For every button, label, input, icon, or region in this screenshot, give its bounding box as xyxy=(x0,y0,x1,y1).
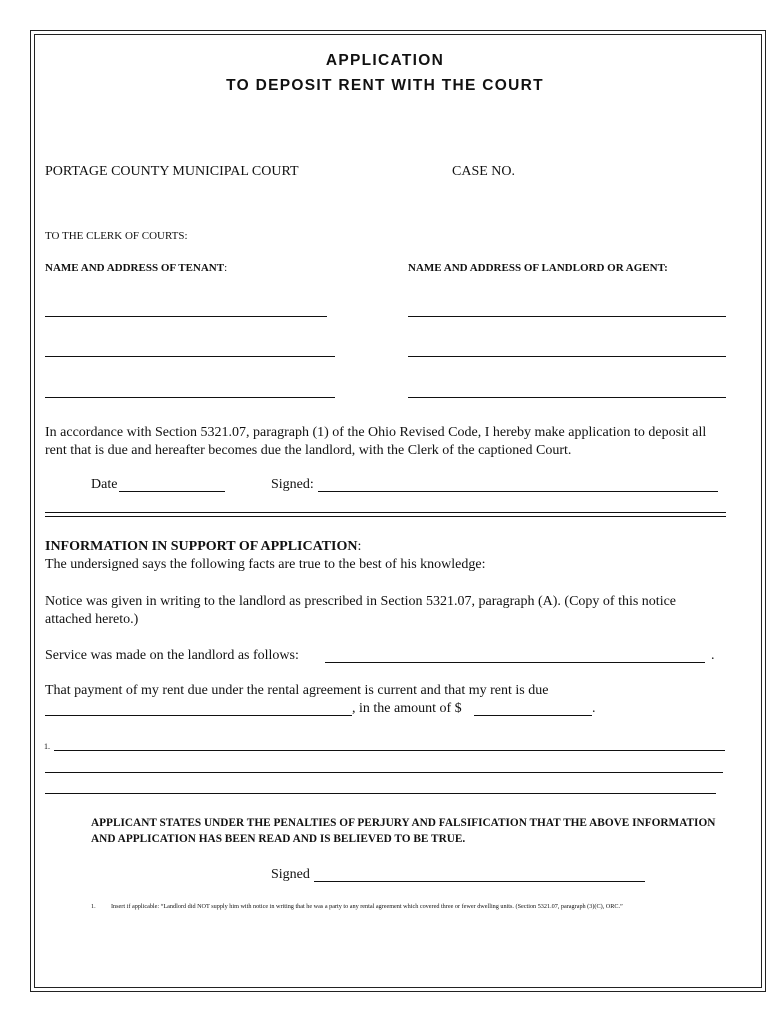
insert-line-2[interactable] xyxy=(45,772,723,773)
landlord-address-line-3[interactable] xyxy=(408,397,726,398)
case-no-label: CASE NO. xyxy=(452,164,516,179)
payment-line-1: That payment of my rent due under the rental agreement is current and that my rent is due xyxy=(45,683,549,698)
service-label: Service was made on the landlord as follows: xyxy=(45,648,299,663)
insert-line-3[interactable] xyxy=(45,793,716,794)
tenant-address-line-2[interactable] xyxy=(45,356,335,357)
footnote-marker: 1. xyxy=(44,742,50,751)
addressee: TO THE CLERK OF COURTS: xyxy=(45,230,188,242)
footnote-number: 1. xyxy=(91,903,96,910)
perjury-statement: APPLICANT STATES UNDER THE PENALTIES OF PERJURY AND FALSIFICATION THAT THE ABOVE INFORMATION AND APPLICATION HAS BEEN READ AND IS BELIEVED TO BE TRUE. xyxy=(91,817,716,845)
court-name: PORTAGE COUNTY MUNICIPAL COURT xyxy=(45,164,299,179)
separator-top xyxy=(45,512,726,513)
support-intro: The undersigned says the following facts are true to the best of his knowledge: xyxy=(45,557,486,572)
landlord-label: NAME AND ADDRESS OF LANDLORD OR AGENT: xyxy=(408,262,668,274)
tenant-label: NAME AND ADDRESS OF TENANT: xyxy=(45,262,228,274)
footnote-text: Insert if applicable: “Landlord did NOT supply him with notice in writing that he was a party to any rental agreement which covered three or fewer dwelling units. (Section 5321.07, paragraph (3)(C), ORC.” xyxy=(111,903,623,910)
rent-due-line[interactable] xyxy=(45,715,352,716)
application-text: In accordance with Section 5321.07, paragraph (1) of the Ohio Revised Code, I hereby make application to deposit all rent that is due and hereafter becomes due the landlord, with the Clerk of the captioned Court. xyxy=(45,425,707,458)
final-signature-line[interactable] xyxy=(314,881,645,882)
notice-text: Notice was given in writing to the landlord as prescribed in Section 5321.07, paragraph (A). (Copy of this notice attached hereto.) xyxy=(45,594,677,627)
title-line-1: APPLICATION xyxy=(325,52,445,69)
separator-bottom xyxy=(45,516,726,517)
service-end: . xyxy=(711,648,715,663)
date-line[interactable] xyxy=(119,491,225,492)
payment-end: . xyxy=(592,701,596,716)
final-signed-label: Signed xyxy=(271,867,310,882)
tenant-address-line-1[interactable] xyxy=(45,316,327,317)
tenant-address-line-3[interactable] xyxy=(45,397,335,398)
signature-line[interactable] xyxy=(318,491,718,492)
amount-label: , in the amount of $ xyxy=(352,701,462,716)
amount-line[interactable] xyxy=(474,715,592,716)
landlord-address-line-1[interactable] xyxy=(408,316,726,317)
support-heading: INFORMATION IN SUPPORT OF APPLICATION: xyxy=(45,539,362,554)
signed-label: Signed: xyxy=(271,477,314,492)
service-line[interactable] xyxy=(325,662,705,663)
title-line-2: TO DEPOSIT RENT WITH THE COURT xyxy=(226,77,544,94)
landlord-address-line-2[interactable] xyxy=(408,356,726,357)
insert-line-1[interactable] xyxy=(54,750,725,751)
date-label: Date xyxy=(91,477,118,492)
